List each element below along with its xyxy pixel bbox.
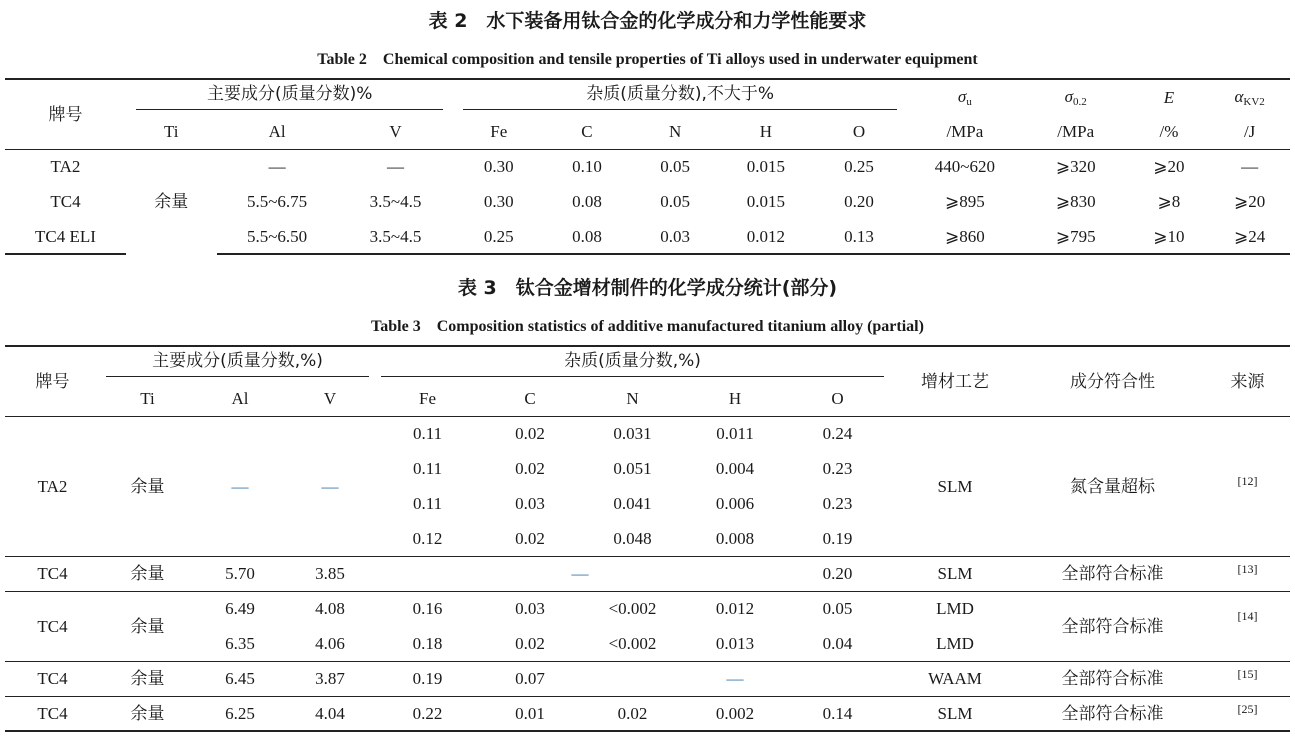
t3-cell: 全部符合标准 [1020,661,1205,696]
t3-cell: 0.23 [822,459,853,478]
t3-cell: <0.002 [580,591,685,626]
t3-header-n: N [626,388,639,408]
t2-cell: TC4 ELI [5,219,126,254]
t2-header-sigma02-unit: /MPa [1057,122,1095,142]
t3-cell: 0.04 [822,633,853,653]
t3-cell: 6.35 [225,633,255,653]
t2-cell: 0.20 [844,192,874,211]
t3-cell: 0.22 [375,696,480,731]
t3-header-ti: Ti [140,388,155,408]
t3-header-process: 增材工艺 [890,346,1020,416]
t2-cell: 5.5~6.50 [217,219,338,254]
t3-cell: 全部符合标准 [1020,591,1205,661]
table-row [5,661,1290,696]
t2-header-n: N [669,122,682,142]
t3-header-c: C [524,388,536,408]
t3-cell: SLM [890,696,1020,731]
t2-cell: — [1209,149,1290,184]
t2-cell: — [217,149,338,184]
t3-cell: <0.002 [608,633,657,653]
t3-source-ref: [12] [1205,416,1290,556]
t3-cell: LMD [890,591,1020,626]
t3-cell: 0.03 [515,494,545,513]
t2-header-sigma-u: $\sigma_u$ [907,79,1023,115]
t3-cell: 0.11 [375,416,480,451]
t3-cell: — [580,661,890,696]
t2-header-e-unit: /% [1159,122,1179,142]
t3-cell: 0.07 [480,661,580,696]
table3-title-cn: 表 3 钛合金增材制件的化学成分统计(部分) [457,277,838,299]
table-row [5,416,1290,451]
t2-cell: 0.25 [811,149,907,184]
t3-cell: 0.02 [515,528,545,548]
t3-cell: 全部符合标准 [1020,696,1205,731]
t2-cell: ⩾8 [1157,192,1181,211]
t3-cell: 0.02 [580,696,685,731]
t3-header-fe: Fe [419,388,437,408]
t3-cell: — [195,416,285,556]
t2-header-o: O [852,122,866,142]
t3-cell: 0.02 [515,459,545,478]
t2-cell: 3.5~4.5 [338,219,454,254]
t3-cell: 0.002 [685,696,785,731]
t3-cell: 0.02 [480,416,580,451]
t3-source-ref: [14] [1205,591,1290,661]
t3-cell: — [375,556,785,591]
t2-cell: TC4 [50,192,81,211]
t2-header-c: C [581,122,593,142]
t3-cell: TA2 [5,416,100,556]
t2-cell: ⩾830 [1055,192,1096,211]
t3-cell: 0.23 [822,494,853,513]
table2 [5,78,1290,255]
t3-cell: 0.031 [580,416,685,451]
t3-cell: 0.12 [412,528,443,548]
t2-cell: ⩾24 [1209,219,1290,254]
t2-cell: 0.015 [720,149,811,184]
t2-cell: ⩾795 [1023,219,1129,254]
t2-ti-shared: 余量 [126,149,217,254]
t2-header-akv: $\alpha_{KV2}$ [1209,79,1290,115]
t2-header-ti: Ti [164,122,179,142]
t3-cell: 6.49 [195,591,285,626]
t2-cell: 3.5~4.5 [369,192,422,211]
table-row [5,696,1290,731]
t2-cell: ⩾10 [1129,219,1210,254]
t2-cell: — [338,149,454,184]
t3-cell: 0.24 [785,416,890,451]
t3-cell: 4.08 [285,591,375,626]
t2-cell: 0.10 [544,149,630,184]
t3-source-ref: [25] [1205,696,1290,731]
t3-cell: 0.006 [715,494,755,513]
t2-header-akv-unit: /J [1243,122,1256,142]
t3-cell: 5.70 [195,556,285,591]
t3-cell: 6.25 [195,696,285,731]
t2-cell: 5.5~6.75 [246,192,308,211]
t3-cell: 余量 [100,591,195,661]
t3-cell: 0.051 [613,459,652,478]
t3-cell: 0.012 [685,591,785,626]
t2-cell: ⩾320 [1023,149,1129,184]
t2-cell: 0.08 [544,219,630,254]
t3-source-ref: [15] [1205,661,1290,696]
table2-title-cn: 表 2 水下装备用钛合金的化学成分和力学性能要求 [428,10,867,32]
t3-cell: 4.04 [285,696,375,731]
t3-cell: 6.45 [195,661,285,696]
t3-source-ref: [13] [1205,556,1290,591]
t3-cell: 0.11 [412,494,443,513]
t3-header-h: H [728,388,742,408]
t3-cell: LMD [936,633,974,653]
t3-cell: SLM [890,556,1020,591]
t3-cell: TC4 [5,661,100,696]
t2-header-al: Al [268,122,286,142]
t2-cell: 0.03 [630,219,721,254]
t3-cell: 3.87 [285,661,375,696]
t2-header-impurity-group: 杂质(质量分数),不大于% [463,86,896,110]
t2-cell: 0.015 [746,192,785,211]
t3-cell: SLM [890,416,1020,556]
t2-cell: 0.012 [720,219,811,254]
t2-cell: 0.13 [811,219,907,254]
t3-cell: 0.048 [613,528,652,548]
t3-cell: 0.03 [480,591,580,626]
t3-cell: TC4 [5,696,100,731]
t3-cell: 0.19 [822,528,853,548]
t3-cell: WAAM [890,661,1020,696]
t2-header-sigma02: $\sigma_{0.2}$ [1023,79,1129,115]
t3-header-impurity-group: 杂质(质量分数,%) [381,353,884,377]
t2-cell: 0.30 [483,192,514,211]
table2-title-en: Table 2 Chemical composition and tensile properties of Ti alloys used in underwater equipment [317,51,978,68]
t2-cell: ⩾895 [944,192,985,211]
t3-cell: 余量 [100,661,195,696]
t3-header-grade: 牌号 [5,346,100,416]
t3-cell: 0.041 [613,494,652,513]
t3-cell: 0.18 [412,633,443,653]
table3-title-en: Table 3 Composition statistics of additive manufactured titanium alloy (partial) [371,318,924,335]
table-row [5,591,1290,626]
table-row [5,556,1290,591]
t3-header-source: 来源 [1205,346,1290,416]
t3-header-al: Al [231,388,249,408]
table3 [5,345,1290,732]
t3-cell: 余量 [100,416,195,556]
t2-cell: ⩾20 [1129,149,1210,184]
t3-header-conformity: 成分符合性 [1020,346,1205,416]
t2-cell: 0.05 [630,149,721,184]
t3-cell: TC4 [5,591,100,661]
t2-header-fe: Fe [490,122,508,142]
t3-cell: 全部符合标准 [1020,556,1205,591]
t3-cell: 3.85 [285,556,375,591]
t3-cell: 0.05 [785,591,890,626]
t2-header-grade: 牌号 [5,79,126,149]
t3-cell: 氮含量超标 [1020,416,1205,556]
t2-header-e: E [1129,79,1210,115]
t3-cell: 0.16 [375,591,480,626]
t2-cell: TA2 [5,149,126,184]
t3-cell: 0.008 [715,528,755,548]
t2-header-sigma-u-unit: /MPa [946,122,984,142]
t3-cell: 0.02 [515,633,545,653]
t2-header-v: V [389,122,402,142]
t3-cell: 4.06 [315,633,345,653]
t3-cell: 0.004 [715,459,755,478]
t2-header-main-group: 主要成分(质量分数)% [136,86,444,110]
t2-cell: 440~620 [907,149,1023,184]
t3-cell: 0.013 [715,633,755,653]
t3-cell: 0.11 [412,459,443,478]
t3-header-v: V [323,388,337,408]
t2-cell: 0.08 [572,192,602,211]
t2-cell: 0.30 [453,149,544,184]
t2-cell: ⩾20 [1233,192,1266,211]
t2-cell: 0.25 [453,219,544,254]
t3-cell: 0.20 [785,556,890,591]
t3-header-main-group: 主要成分(质量分数,%) [106,353,369,377]
t3-cell: 0.011 [685,416,785,451]
t3-cell: 余量 [100,696,195,731]
t3-cell: — [285,416,375,556]
t3-cell: TC4 [5,556,100,591]
t2-cell: ⩾860 [907,219,1023,254]
t2-cell: 0.05 [660,192,691,211]
t3-cell: 0.14 [785,696,890,731]
t3-cell: 0.19 [375,661,480,696]
t3-header-o: O [831,388,844,408]
table-row [5,149,1290,184]
t2-header-h: H [759,122,772,142]
t3-cell: 余量 [100,556,195,591]
t3-cell: 0.01 [480,696,580,731]
